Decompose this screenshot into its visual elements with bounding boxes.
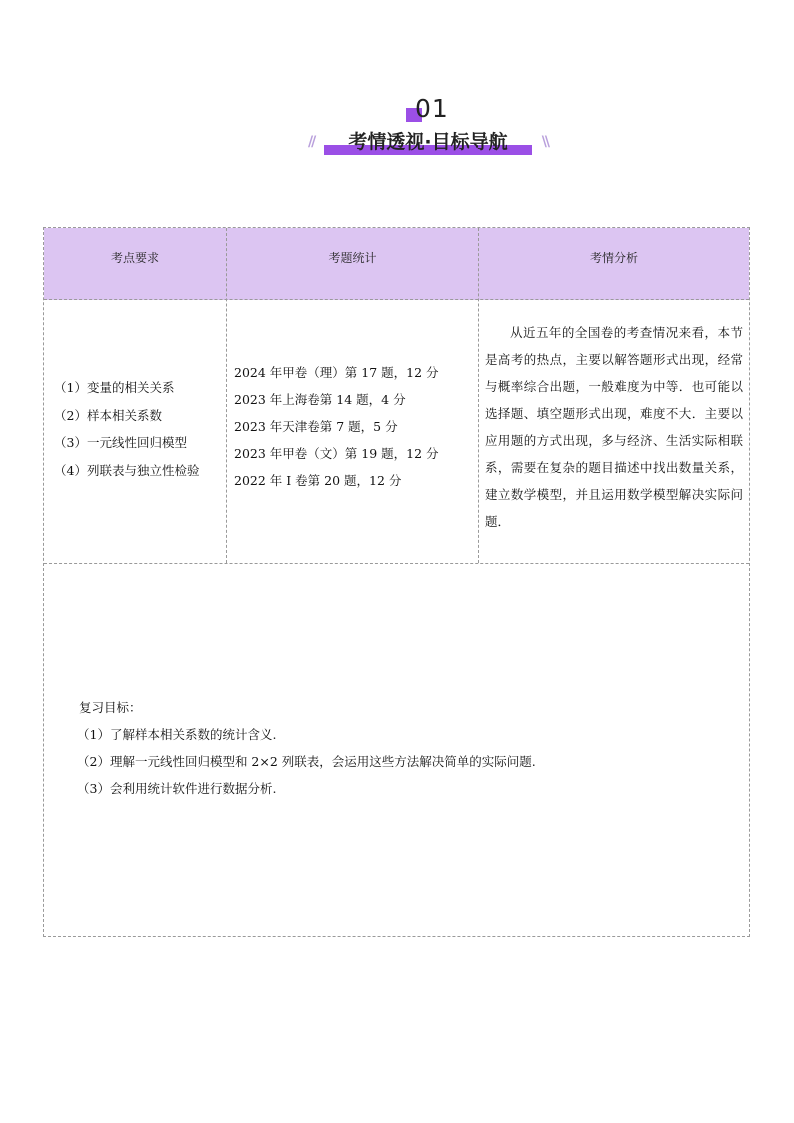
list-item: 2024 年甲卷（理）第 17 题，12 分	[234, 365, 439, 380]
requirements-cell	[54, 374, 199, 484]
left-slash-decoration: //	[308, 134, 315, 150]
list-item: 2023 年天津卷第 7 题，5 分	[234, 419, 398, 434]
list-item: 2023 年甲卷（文）第 19 题，12 分	[234, 446, 439, 461]
section-number-text: 01	[415, 94, 449, 123]
analysis-cell: 从近五年的全国卷的考查情况来看，本节是高考的热点，主要以解答题形式出现，经常与概率综合出题，一般难度为中等．也可能以选择题、填空题形式出现，难度不大．主要以应用题的方式出现，多与经济、生活实际相联系，需要在复杂的题目描述中找出数量关系，建立数学模型，并且运用数学模型解决实际问题．	[485, 325, 743, 529]
review-goals-title: 复习目标：	[79, 700, 142, 715]
column-divider	[226, 228, 227, 563]
list-item: 2023 年上海卷第 14 题，4 分	[234, 392, 406, 407]
list-item: （1）变量的相关关系	[54, 380, 175, 395]
list-item: 2022 年 I 卷第 20 题，12 分	[234, 473, 402, 488]
section-title-banner	[308, 128, 548, 158]
header-analysis: 考情分析	[589, 251, 638, 265]
list-item: （1）了解样本相关系数的统计含义.	[77, 727, 277, 742]
section-header	[0, 92, 794, 172]
right-slash-decoration: \\	[541, 134, 548, 150]
row-divider	[44, 563, 749, 564]
column-divider	[478, 228, 479, 563]
header-requirements: 考点要求	[110, 251, 159, 265]
list-item: （4）列联表与独立性检验	[54, 462, 200, 478]
section-title: 考情透视·目标导航	[348, 131, 508, 153]
exam-analysis-table	[43, 227, 750, 937]
list-item: （3）一元线性回归模型	[54, 435, 187, 450]
section-number	[406, 94, 450, 124]
header-statistics: 考题统计	[328, 251, 377, 265]
list-item: （2）样本相关系数	[54, 407, 162, 423]
review-goals	[77, 694, 536, 802]
list-item: （2）理解一元线性回归模型和 2×2 列联表，会运用这些方法解决简单的实际问题.	[77, 754, 536, 769]
statistics-cell	[234, 359, 439, 494]
list-item: （3）会利用统计软件进行数据分析.	[77, 781, 277, 796]
